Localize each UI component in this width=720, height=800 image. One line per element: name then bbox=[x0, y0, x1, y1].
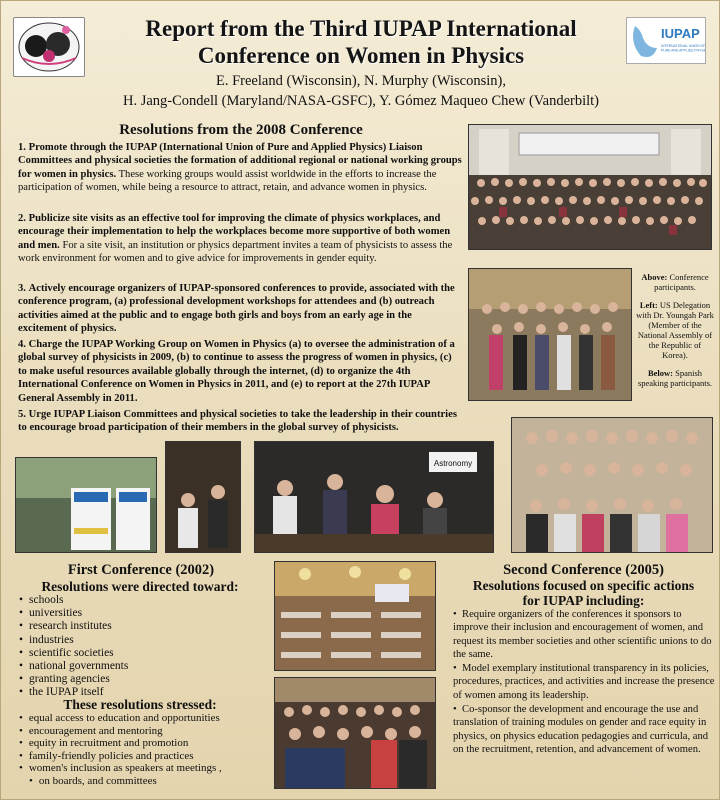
authors bbox=[61, 71, 661, 111]
resolution-item-4 bbox=[18, 338, 463, 405]
svg-text:INTERNATIONAL UNION OF: INTERNATIONAL UNION OF PURE AND APPLIED PHYSICS bbox=[661, 44, 705, 53]
list-item: • equal access to education and opportunities bbox=[19, 712, 222, 725]
authors-line-2: H. Jang-Condell (Maryland/NASA-GSFC), Y. Gómez Maqueo Chew (Vanderbilt) bbox=[122, 93, 599, 109]
photo-spanish-speaking bbox=[511, 417, 713, 553]
list-item: • scientific societies bbox=[19, 647, 128, 660]
list-item: • Model exemplary institutional transparency in its policies, procedures, practices, and activities and increase the presence of women among its leadership. bbox=[453, 663, 715, 701]
first-conference-subheading: Resolutions were directed toward: bbox=[41, 579, 239, 594]
list-item: • the IUPAP itself bbox=[19, 686, 128, 699]
list-item: • women's inclusion as speakers at meetings , bbox=[19, 762, 222, 775]
list-item: • universities bbox=[19, 607, 128, 620]
resolutions-heading: Resolutions from the 2008 Conference bbox=[119, 122, 363, 138]
photo-audience bbox=[274, 677, 436, 789]
resolution-normal-text: These working groups would assist worldwide in the efforts to increase the participation of women, while being a resource to attract, retain, and advance women in physics. bbox=[18, 168, 437, 194]
resolution-number: 2. bbox=[18, 213, 26, 224]
second-conference-heading: Second Conference (2005) bbox=[503, 562, 664, 578]
photo-captions bbox=[635, 272, 715, 388]
photo-workshop-astronomy bbox=[254, 441, 494, 553]
list-item: • equity in recruitment and promotion bbox=[19, 737, 222, 750]
list-item: • encouragement and mentoring bbox=[19, 725, 222, 738]
list-item: • national governments bbox=[19, 660, 128, 673]
list-item: • industries bbox=[19, 634, 128, 647]
conference-logo bbox=[13, 17, 85, 77]
list-item: • Co-sponsor the development and encourage the use and translation of training modules on gender and race equity in physics, on physics education pedagogies and curricula, and on the recruitment, retention, and advancement of women. bbox=[453, 704, 709, 755]
photo-registration bbox=[165, 441, 241, 553]
list-item: • research institutes bbox=[19, 620, 128, 633]
resolution-normal-text: For a site visit, an institution or physics department invites a team of physicists to assess the work environment for women and to give advice for improvements in gender equity. bbox=[18, 239, 453, 265]
list-item: • granting agencies bbox=[19, 673, 128, 686]
photo-banners bbox=[15, 457, 157, 553]
second-conference-subheading-1: Resolutions focused on specific actions bbox=[472, 578, 695, 593]
iupap-logo-text: IUPAP bbox=[661, 26, 700, 41]
first-conference-heading: First Conference (2002) bbox=[67, 562, 215, 578]
resolution-number: 1. bbox=[18, 142, 26, 153]
iupap-logo bbox=[626, 17, 706, 64]
resolution-bold-text: Charge the IUPAP Working Group on Women in Physics (a) to oversee the administration of a global survey of physicists in 2009, (b) to continue to assess the progress of women in physics, (c) to make useful resources available globally through the internet, (d) to organize the 4th International Conference on Women in Physics in 2011, and (e) to report at the 27th IUPAP General Assembly in 2011. bbox=[18, 339, 455, 404]
list-item: • schools bbox=[19, 594, 128, 607]
caption-left: Left: US Delegation with Dr. Youngah Park (Member of the National Assembly of the Republic of Korea). bbox=[636, 300, 714, 360]
resolution-item-3 bbox=[18, 282, 463, 336]
title-line-1: Report from the Third IUPAP International bbox=[145, 16, 577, 41]
group-photo-conference bbox=[468, 124, 712, 250]
caption-above: Above: Conference participants. bbox=[641, 272, 709, 292]
list-item: • family-friendly policies and practices bbox=[19, 750, 222, 763]
resolution-number: 3. bbox=[18, 283, 26, 294]
resolution-bold-text: Urge IUPAP Liaison Committees and physical societies to take the leadership in their countries to encourage broad participation of their members in the global survey of physicists. bbox=[18, 409, 457, 434]
photo-us-delegation bbox=[468, 268, 632, 401]
resolution-bold-text: Actively encourage organizers of IUPAP-sponsored conferences to provide, associated with the conference program, (a) professional development workshops for attendees and (b) outreach activities aimed at the public and to engage both girls and boys from an early age in the excitement of physics. bbox=[18, 283, 455, 335]
first-conference-directed-list bbox=[19, 594, 128, 700]
resolution-item-5 bbox=[18, 408, 463, 435]
caption-below: Below: Spanish speaking participants. bbox=[637, 368, 713, 388]
poster-title bbox=[91, 15, 631, 69]
first-conference-stressed-heading: These resolutions stressed: bbox=[63, 697, 217, 712]
resolution-item-2 bbox=[18, 212, 463, 266]
second-conference-subheading-2: for IUPAP including: bbox=[522, 593, 645, 608]
resolution-bold-text: Promote through the IUPAP (International Union of Pure and Applied Physics) Liaison Committees and physical societies the formation of additional regional or national working groups for women in physics. bbox=[18, 142, 462, 180]
title-line-2: Conference on Women in Physics bbox=[197, 43, 525, 68]
resolution-number: 5. bbox=[18, 409, 26, 420]
list-item: • Require organizers of the conferences it sponsors to improve their inclusion and encouragement of women, and request its member societies and other scientific unions to do the same. bbox=[453, 609, 712, 660]
first-conference-stressed-list bbox=[19, 712, 222, 788]
authors-line-1: E. Freeland (Wisconsin), N. Murphy (Wisconsin), bbox=[216, 73, 506, 89]
astronomy-sign: Astronomy bbox=[433, 459, 473, 468]
resolution-item-1 bbox=[18, 141, 463, 195]
list-item-continuation: • on boards, and committees bbox=[19, 775, 222, 788]
resolution-number: 4. bbox=[18, 339, 26, 350]
resolution-bold-text: Publicize site visits as an effective tool for improving the climate of physics workplaces, and encourage their implementation to help the workplaces become more supportive of both women and men. bbox=[18, 213, 451, 251]
photo-conference-hall bbox=[274, 561, 436, 671]
second-conference-list bbox=[453, 608, 715, 757]
